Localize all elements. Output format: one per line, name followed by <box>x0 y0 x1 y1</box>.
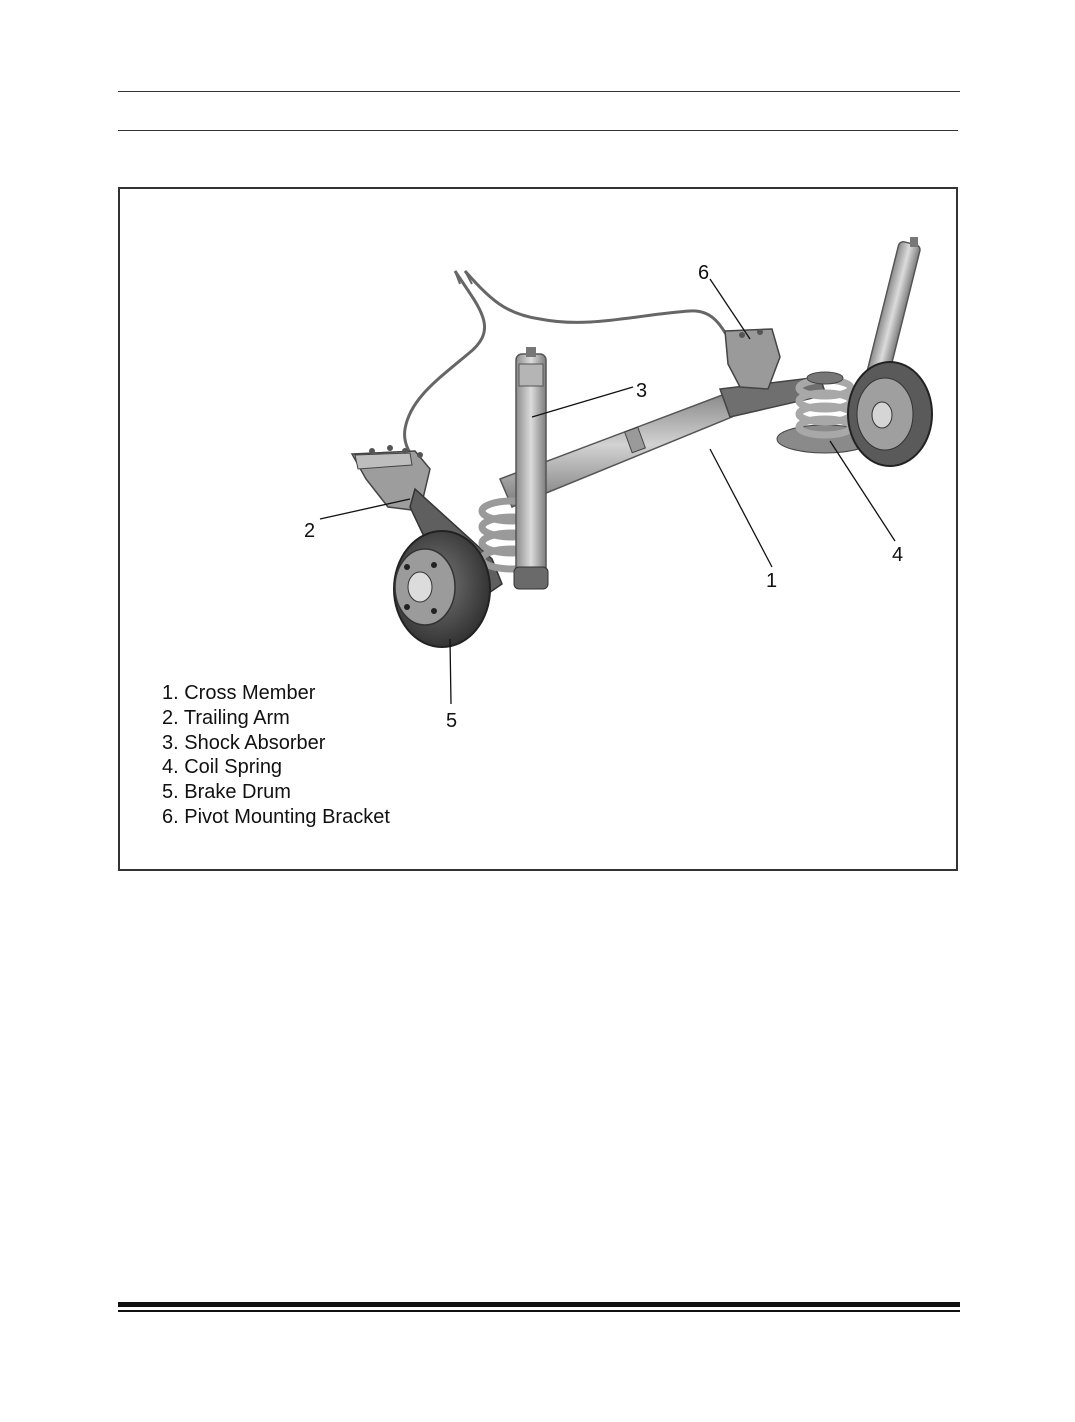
cross-member <box>500 377 826 507</box>
brake-drum-left <box>394 531 490 647</box>
callout-2: 2 <box>304 520 316 542</box>
callout-4: 4 <box>892 544 904 566</box>
footer-rule-thick <box>118 1302 960 1307</box>
figure-frame <box>118 187 958 871</box>
legend-item-trailing-arm: 2. Trailing Arm <box>162 706 290 729</box>
legend-item-brake-drum: 5. Brake Drum <box>162 781 291 804</box>
callout-1: 1 <box>766 570 778 592</box>
brake-drum-right <box>848 362 932 466</box>
legend-item-cross-member: 1. Cross Member <box>162 682 316 704</box>
callout-3: 3 <box>636 380 648 402</box>
legend-item-shock-absorber: 3. Shock Absorber <box>162 731 326 754</box>
parts-legend <box>162 681 390 830</box>
header-rule-top <box>118 91 960 92</box>
pivot-mounting-bracket <box>725 329 780 389</box>
legend-item-coil-spring: 4. Coil Spring <box>162 756 283 779</box>
legend-item-pivot-mounting-bracket: 6. Pivot Mounting Bracket <box>162 805 390 828</box>
footer-rule-thin <box>118 1310 960 1312</box>
brake-cables <box>405 271 738 471</box>
callout-6: 6 <box>698 262 710 284</box>
header-rule-bottom <box>118 130 958 131</box>
shock-absorber-left <box>514 347 548 589</box>
callout-5: 5 <box>446 710 458 732</box>
